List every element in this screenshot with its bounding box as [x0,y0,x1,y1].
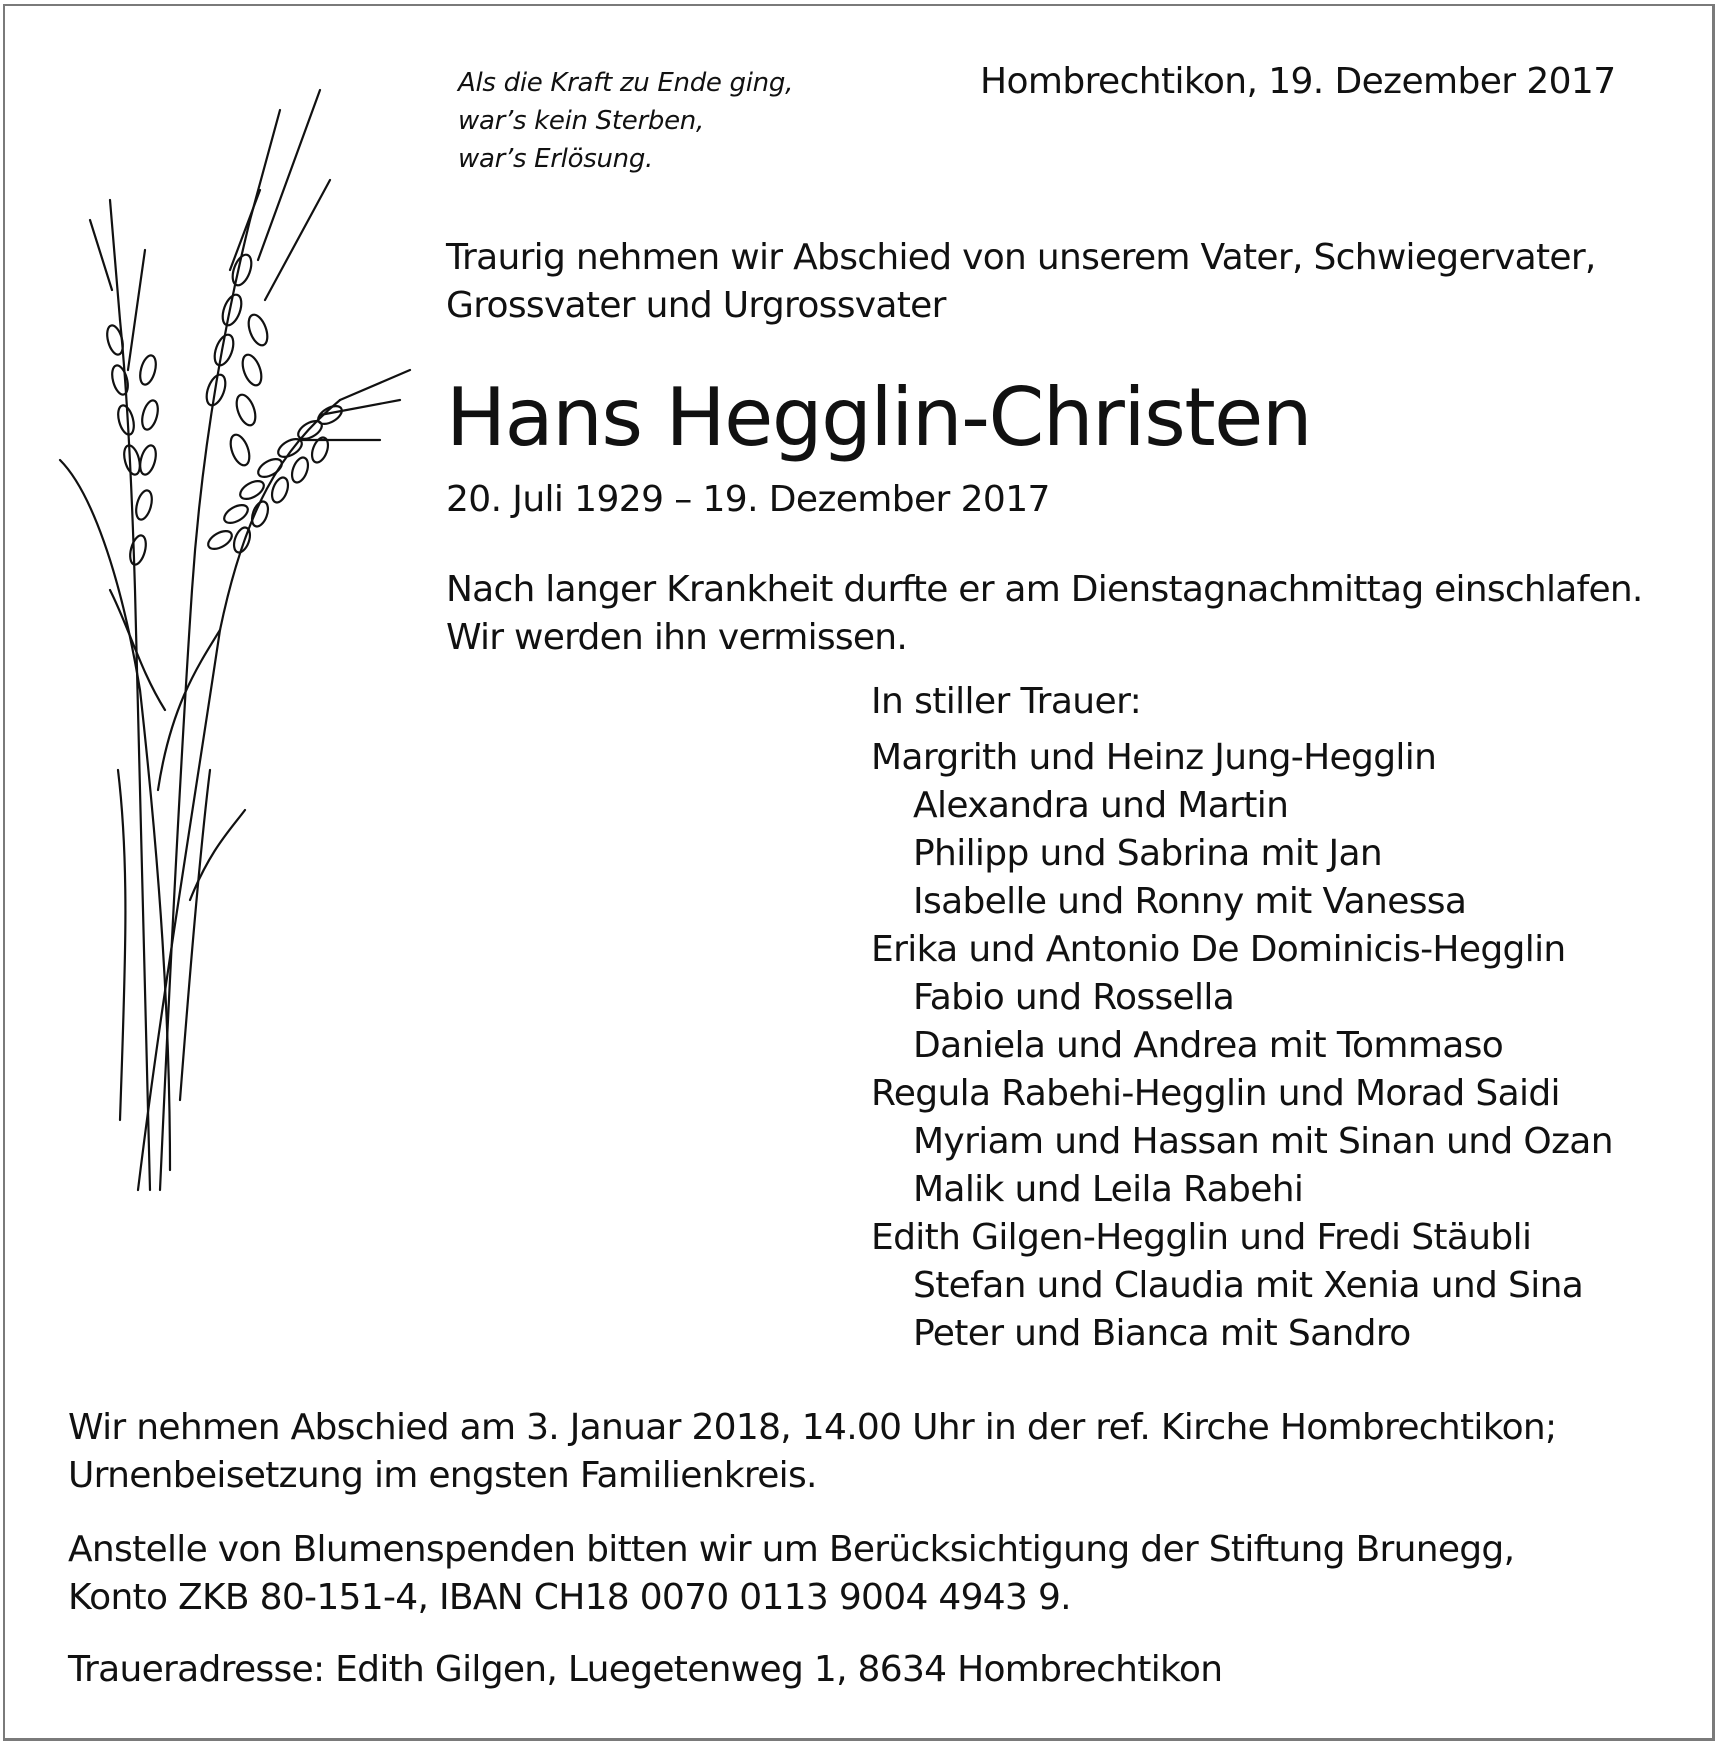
motto-line: war’s Erlösung. [458,144,653,174]
mourning-address: Traueradresse: Edith Gilgen, Luegetenweg 1, 8634 Hombrechtikon [68,1649,1223,1690]
funeral-info [68,1404,1556,1500]
wheat-illustration [20,70,440,1230]
mourners-list [871,734,1613,1358]
message-line: Nach langer Krankheit durfte er am Dienstagnachmittag einschlafen. [446,569,1643,610]
donation-line: Anstelle von Blumenspenden bitten wir um Berücksichtigung der Stiftung Brunegg, [68,1529,1515,1570]
mourners-heading: In stiller Trauer: [871,681,1142,722]
donation-line: Konto ZKB 80-151-4, IBAN CH18 0070 0113 9004 4943 9. [68,1577,1071,1618]
message-text [446,566,1643,662]
mourner-sub-entry: Isabelle und Ronny mit Vanessa [913,881,1467,922]
mourner-sub-entry: Alexandra und Martin [913,785,1289,826]
deceased-name: Hans Hegglin-Christen [446,371,1312,464]
intro-text [446,234,1596,330]
intro-line: Traurig nehmen wir Abschied von unserem Vater, Schwiegervater, [446,237,1596,278]
motto-quote [458,64,793,178]
mourner-sub-entry: Myriam und Hassan mit Sinan und Ozan [913,1121,1613,1162]
life-dates: 20. Juli 1929 – 19. Dezember 2017 [446,479,1050,520]
donation-info [68,1526,1514,1622]
mourner-sub-entry: Philipp und Sabrina mit Jan [913,833,1383,874]
mourner-sub-entry: Peter und Bianca mit Sandro [913,1313,1411,1354]
funeral-line: Wir nehmen Abschied am 3. Januar 2018, 14.00 Uhr in der ref. Kirche Hombrechtikon; [68,1407,1557,1448]
wheat-ear-right [203,252,271,468]
mourner-sub-entry: Malik und Leila Rabehi [913,1169,1304,1210]
mourner-sub-entry: Daniela und Andrea mit Tommaso [913,1025,1504,1066]
funeral-line: Urnenbeisetzung im engsten Familienkreis. [68,1455,817,1496]
place-date: Hombrechtikon, 19. Dezember 2017 [980,61,1616,102]
message-line: Wir werden ihn vermissen. [446,617,908,658]
mourner-entry: Erika und Antonio De Dominicis-Hegglin [871,929,1566,970]
intro-line: Grossvater und Urgrossvater [446,285,946,326]
motto-line: Als die Kraft zu Ende ging, [458,68,794,98]
mourner-entry: Regula Rabehi-Hegglin und Morad Saidi [871,1073,1560,1114]
mourner-sub-entry: Stefan und Claudia mit Xenia und Sina [913,1265,1584,1306]
motto-line: war’s kein Sterben, [458,106,704,136]
wheat-ear-bent [205,402,345,554]
mourner-sub-entry: Fabio und Rossella [913,977,1235,1018]
mourner-entry: Edith Gilgen-Hegglin und Fredi Stäubli [871,1217,1532,1258]
mourner-entry: Margrith und Heinz Jung-Hegglin [871,737,1437,778]
